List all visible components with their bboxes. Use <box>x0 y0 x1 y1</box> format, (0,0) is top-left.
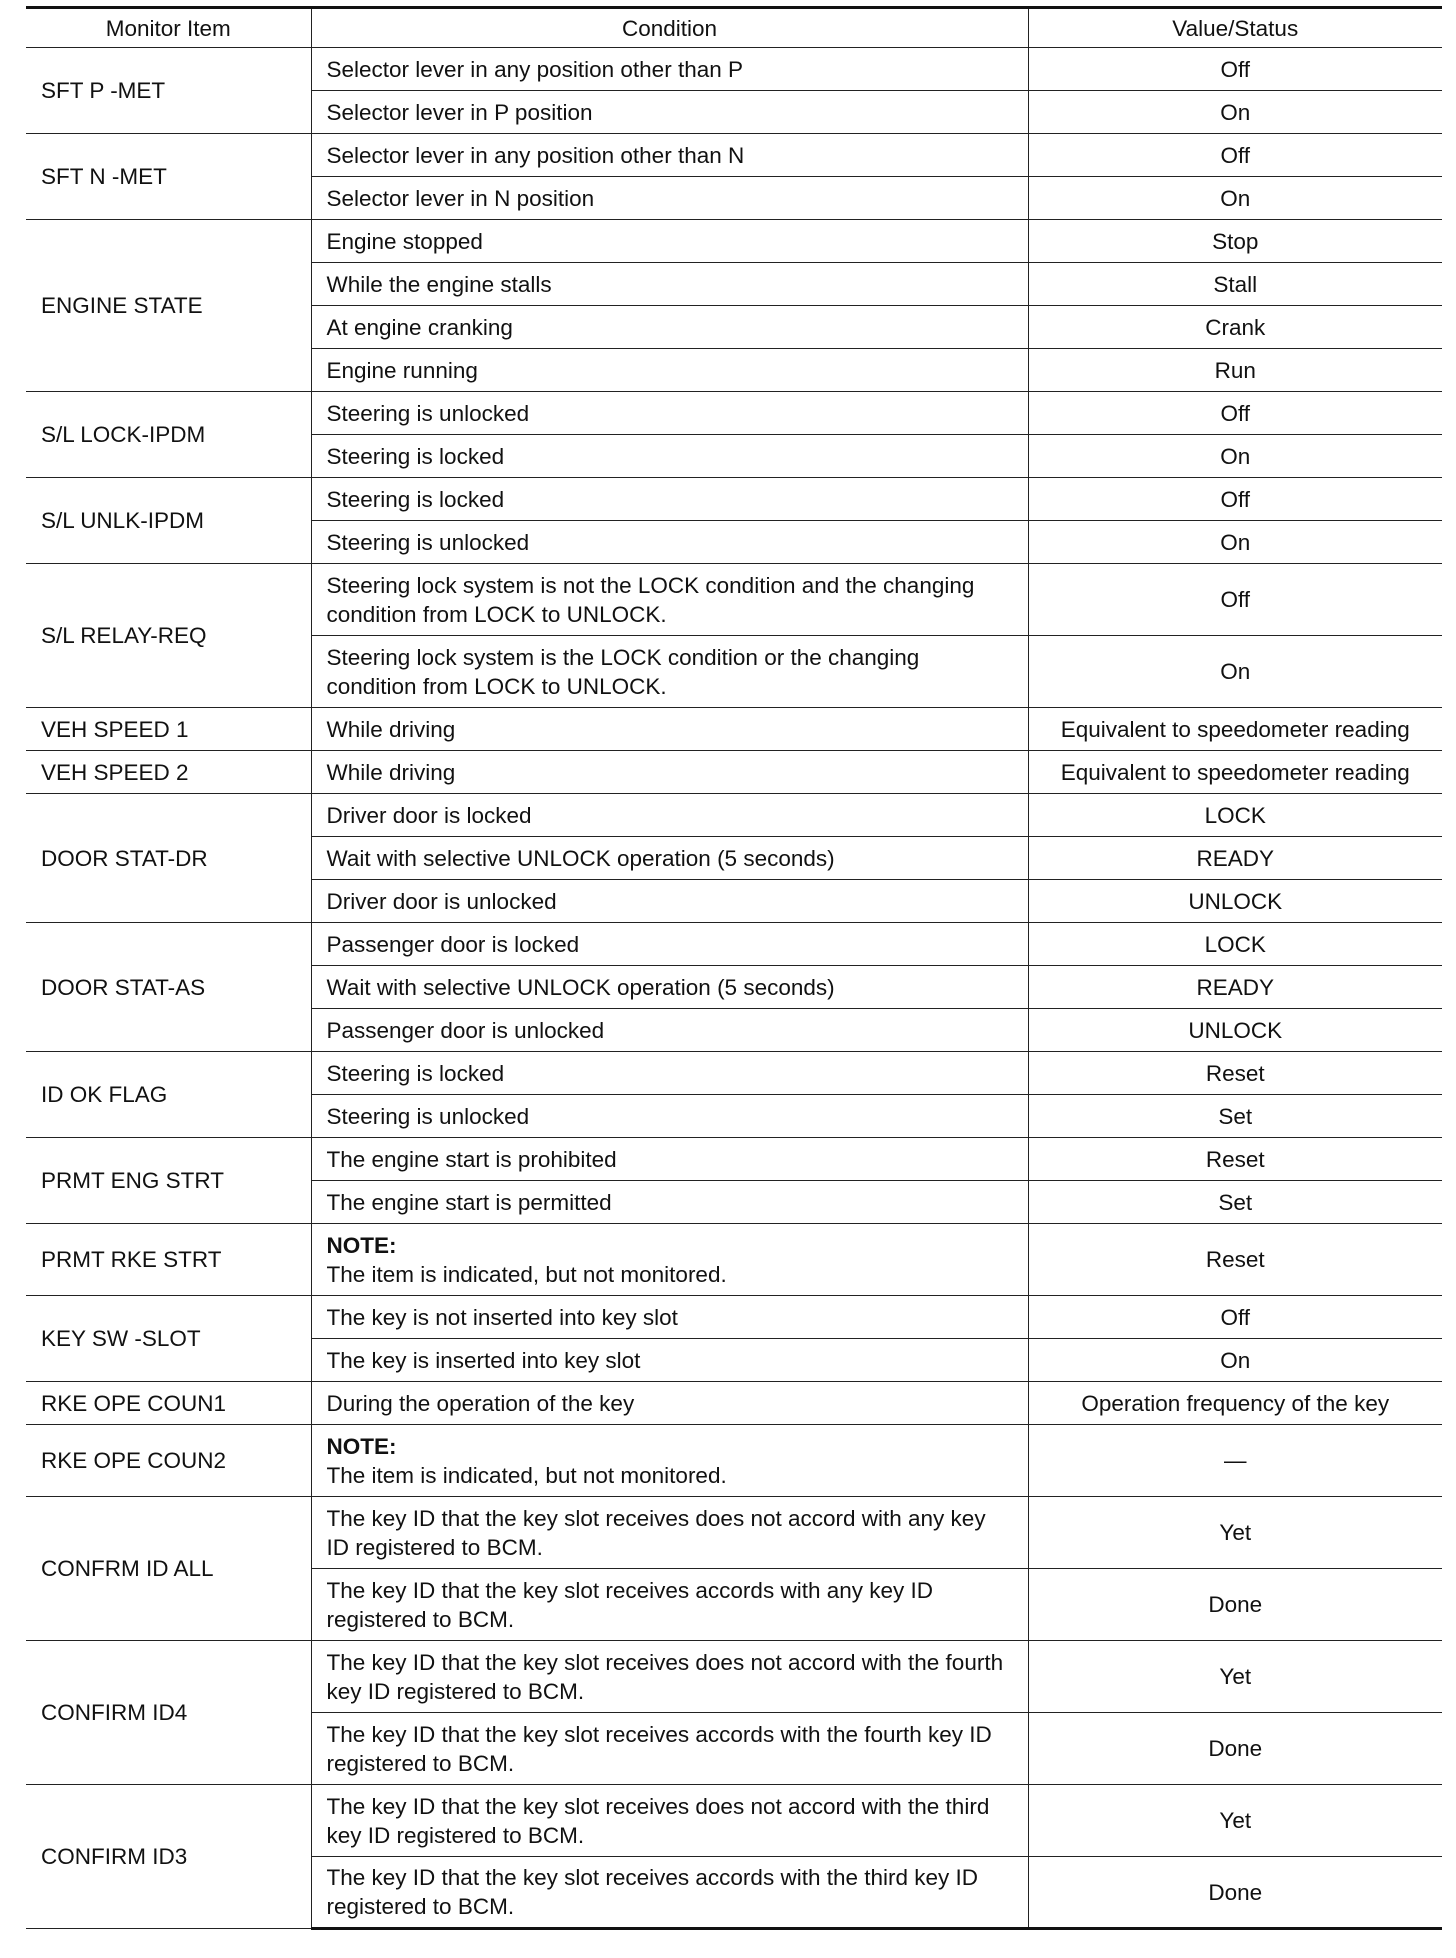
condition-text: Steering lock system is not the LOCK condition and the changing condition from LOCK to UNLOCK. <box>326 572 975 627</box>
condition-text: Engine running <box>326 357 478 383</box>
monitor-item-cell: ID OK FLAG <box>26 1052 311 1138</box>
condition-text: Wait with selective UNLOCK operation (5 seconds) <box>326 845 835 871</box>
value-status-cell: Reset <box>1028 1224 1442 1296</box>
condition-cell <box>311 636 1028 708</box>
condition-text: The key ID that the key slot receives accords with any key ID registered to BCM. <box>326 1577 934 1632</box>
value-status-cell: Yet <box>1028 1785 1442 1857</box>
value-status-cell: Equivalent to speedometer reading <box>1028 708 1442 751</box>
condition-text: The item is indicated, but not monitored. <box>326 1261 727 1287</box>
condition-cell <box>311 1009 1028 1052</box>
condition-cell <box>311 1052 1028 1095</box>
table-row <box>26 478 1442 521</box>
value-status-cell: Crank <box>1028 306 1442 349</box>
monitor-item-cell: CONFRM ID ALL <box>26 1497 311 1641</box>
monitor-item-cell: SFT P -MET <box>26 48 311 134</box>
condition-text: Steering is unlocked <box>326 529 530 555</box>
condition-cell <box>311 1713 1028 1785</box>
condition-cell <box>311 177 1028 220</box>
condition-text: Selector lever in P position <box>326 99 593 125</box>
condition-text: At engine cranking <box>326 314 513 340</box>
condition-text: During the operation of the key <box>326 1390 635 1416</box>
monitor-item-cell: PRMT RKE STRT <box>26 1224 311 1296</box>
condition-text: The key ID that the key slot receives does not accord with the third key ID registered to BCM. <box>326 1793 990 1848</box>
monitor-item-cell: SFT N -MET <box>26 134 311 220</box>
condition-cell <box>311 708 1028 751</box>
condition-text: The engine start is permitted <box>326 1189 612 1215</box>
monitor-table-container <box>26 6 1442 1930</box>
condition-cell <box>311 1569 1028 1641</box>
value-status-cell: Stop <box>1028 220 1442 263</box>
value-status-cell: UNLOCK <box>1028 1009 1442 1052</box>
condition-text: Wait with selective UNLOCK operation (5 seconds) <box>326 974 835 1000</box>
condition-text: The engine start is prohibited <box>326 1146 617 1172</box>
condition-cell <box>311 263 1028 306</box>
condition-text: Steering is unlocked <box>326 400 530 426</box>
table-row <box>26 1382 1442 1425</box>
condition-cell <box>311 134 1028 177</box>
value-status-cell: On <box>1028 636 1442 708</box>
table-header <box>26 8 1442 48</box>
condition-text: Passenger door is locked <box>326 931 580 957</box>
condition-cell <box>311 966 1028 1009</box>
value-status-cell: On <box>1028 177 1442 220</box>
value-status-cell: — <box>1028 1425 1442 1497</box>
note-label: NOTE: <box>326 1433 397 1459</box>
value-status-cell: Off <box>1028 1296 1442 1339</box>
condition-text: Steering is locked <box>326 1060 505 1086</box>
value-status-cell: Reset <box>1028 1138 1442 1181</box>
condition-cell <box>311 220 1028 263</box>
monitor-item-cell: CONFIRM ID3 <box>26 1785 311 1929</box>
monitor-item-cell: VEH SPEED 2 <box>26 751 311 794</box>
condition-cell <box>311 1857 1028 1929</box>
condition-text: While driving <box>326 716 456 742</box>
value-status-cell: READY <box>1028 966 1442 1009</box>
condition-text: Selector lever in N position <box>326 185 595 211</box>
condition-cell <box>311 837 1028 880</box>
condition-text: The key is not inserted into key slot <box>326 1304 678 1330</box>
table-row <box>26 1425 1442 1497</box>
condition-cell <box>311 751 1028 794</box>
condition-cell <box>311 1425 1028 1497</box>
condition-cell <box>311 1181 1028 1224</box>
monitor-item-cell: ENGINE STATE <box>26 220 311 392</box>
value-status-cell: Yet <box>1028 1641 1442 1713</box>
table-row <box>26 134 1442 177</box>
header-monitor-item: Monitor Item <box>26 8 311 48</box>
value-status-cell: LOCK <box>1028 923 1442 966</box>
condition-text: The key ID that the key slot receives does not accord with any key ID registered to BCM. <box>326 1505 986 1560</box>
condition-text: The key is inserted into key slot <box>326 1347 641 1373</box>
condition-cell <box>311 923 1028 966</box>
value-status-cell: On <box>1028 91 1442 134</box>
monitor-item-cell: RKE OPE COUN1 <box>26 1382 311 1425</box>
value-status-cell: Off <box>1028 134 1442 177</box>
table-row <box>26 392 1442 435</box>
table-row <box>26 1296 1442 1339</box>
value-status-cell: Done <box>1028 1569 1442 1641</box>
monitor-item-cell: PRMT ENG STRT <box>26 1138 311 1224</box>
condition-cell <box>311 564 1028 636</box>
condition-cell <box>311 1641 1028 1713</box>
monitor-item-cell: CONFIRM ID4 <box>26 1641 311 1785</box>
condition-cell <box>311 880 1028 923</box>
condition-cell <box>311 1339 1028 1382</box>
condition-cell <box>311 1382 1028 1425</box>
value-status-cell: On <box>1028 1339 1442 1382</box>
table-row <box>26 1785 1442 1857</box>
condition-cell <box>311 794 1028 837</box>
monitor-item-cell: RKE OPE COUN2 <box>26 1425 311 1497</box>
table-row <box>26 48 1442 91</box>
value-status-cell: UNLOCK <box>1028 880 1442 923</box>
condition-text: The key ID that the key slot receives accords with the third key ID registered to BCM. <box>326 1865 979 1919</box>
condition-cell <box>311 1296 1028 1339</box>
header-value-status: Value/Status <box>1028 8 1442 48</box>
condition-text: Selector lever in any position other than P <box>326 56 743 82</box>
value-status-cell: Reset <box>1028 1052 1442 1095</box>
condition-cell <box>311 1785 1028 1857</box>
table-row <box>26 1138 1442 1181</box>
monitor-item-cell: S/L RELAY-REQ <box>26 564 311 708</box>
condition-cell <box>311 306 1028 349</box>
condition-text: Passenger door is unlocked <box>326 1017 605 1043</box>
condition-text: While driving <box>326 759 456 785</box>
note-label: NOTE: <box>326 1232 397 1258</box>
table-row <box>26 751 1442 794</box>
condition-cell <box>311 478 1028 521</box>
value-status-cell: On <box>1028 435 1442 478</box>
monitor-item-cell: VEH SPEED 1 <box>26 708 311 751</box>
value-status-cell: Done <box>1028 1857 1442 1929</box>
condition-cell <box>311 1497 1028 1569</box>
value-status-cell: Stall <box>1028 263 1442 306</box>
table-row <box>26 794 1442 837</box>
condition-cell <box>311 435 1028 478</box>
condition-cell <box>311 349 1028 392</box>
condition-text: Steering is locked <box>326 486 505 512</box>
value-status-cell: Off <box>1028 392 1442 435</box>
value-status-cell: READY <box>1028 837 1442 880</box>
condition-text: Engine stopped <box>326 228 483 254</box>
condition-text: Steering is unlocked <box>326 1103 530 1129</box>
value-status-cell: Done <box>1028 1713 1442 1785</box>
monitor-item-cell: S/L LOCK-IPDM <box>26 392 311 478</box>
condition-cell <box>311 48 1028 91</box>
condition-text: The key ID that the key slot receives does not accord with the fourth key ID registered to BCM. <box>326 1649 1004 1704</box>
condition-text: The item is indicated, but not monitored. <box>326 1462 727 1488</box>
condition-text: While the engine stalls <box>326 271 552 297</box>
condition-cell <box>311 521 1028 564</box>
table-body <box>26 48 1442 1929</box>
table-row <box>26 708 1442 751</box>
condition-text: The key ID that the key slot receives accords with the fourth key ID registered to BCM. <box>326 1721 992 1776</box>
table-row <box>26 1052 1442 1095</box>
condition-cell <box>311 392 1028 435</box>
value-status-cell: Operation frequency of the key <box>1028 1382 1442 1425</box>
value-status-cell: Off <box>1028 48 1442 91</box>
table-row <box>26 1224 1442 1296</box>
monitor-table <box>26 6 1442 1930</box>
condition-cell <box>311 1138 1028 1181</box>
condition-text: Selector lever in any position other than N <box>326 142 745 168</box>
value-status-cell: Yet <box>1028 1497 1442 1569</box>
value-status-cell: Set <box>1028 1095 1442 1138</box>
table-row <box>26 923 1442 966</box>
condition-text: Steering lock system is the LOCK condition or the changing condition from LOCK to UNLOCK. <box>326 644 920 699</box>
value-status-cell: Equivalent to speedometer reading <box>1028 751 1442 794</box>
table-row <box>26 1497 1442 1569</box>
condition-text: Driver door is locked <box>326 802 532 828</box>
condition-text: Steering is locked <box>326 443 505 469</box>
value-status-cell: Off <box>1028 564 1442 636</box>
value-status-cell: Run <box>1028 349 1442 392</box>
monitor-item-cell: KEY SW -SLOT <box>26 1296 311 1382</box>
monitor-item-cell: S/L UNLK-IPDM <box>26 478 311 564</box>
condition-cell <box>311 1095 1028 1138</box>
monitor-item-cell: DOOR STAT-AS <box>26 923 311 1052</box>
monitor-item-cell: DOOR STAT-DR <box>26 794 311 923</box>
table-row <box>26 1641 1442 1713</box>
table-row <box>26 220 1442 263</box>
table-row <box>26 564 1442 636</box>
header-condition: Condition <box>311 8 1028 48</box>
condition-cell <box>311 1224 1028 1296</box>
condition-cell <box>311 91 1028 134</box>
value-status-cell: Set <box>1028 1181 1442 1224</box>
value-status-cell: On <box>1028 521 1442 564</box>
value-status-cell: LOCK <box>1028 794 1442 837</box>
value-status-cell: Off <box>1028 478 1442 521</box>
condition-text: Driver door is unlocked <box>326 888 557 914</box>
